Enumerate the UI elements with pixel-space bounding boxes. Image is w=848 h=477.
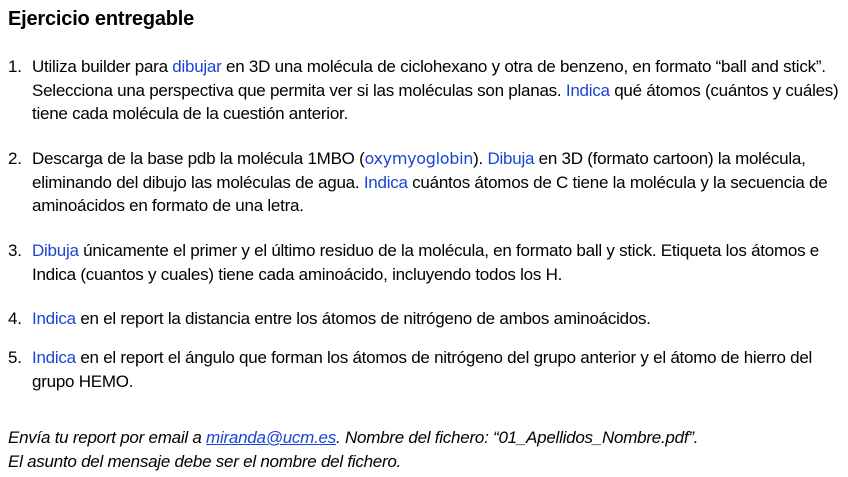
footer-text: . Nombre del fichero: “01_Apellidos_Nombre.pdf”. — [336, 428, 699, 447]
task-text — [32, 55, 844, 126]
task-number: 3. — [8, 241, 22, 260]
task-keyword: Dibuja — [487, 149, 535, 168]
document-title: Ejercicio entregable — [8, 8, 195, 30]
footer-line-1 — [8, 426, 844, 450]
task-item-4 — [8, 307, 844, 331]
task-keyword: Dibuja — [32, 241, 79, 260]
task-keyword: Indica — [32, 309, 76, 328]
task-segment: en el report la distancia entre los átomos de nitrógeno de ambos aminoácidos. — [75, 309, 651, 328]
task-segment: en 3D una molécula de ciclohexano y otra de benzeno, en formato “ball and stick”. Selecciona una perspectiva que permita ver si las moléculas son planas. — [32, 57, 826, 100]
task-text — [32, 346, 844, 393]
task-item-5 — [8, 346, 844, 393]
task-keyword: Indica — [32, 348, 76, 367]
task-item-1 — [8, 55, 844, 126]
task-number: 5. — [8, 348, 22, 367]
task-text — [32, 307, 844, 331]
task-segment: en el report el ángulo que forman los átomos de nitrógeno del grupo anterior y el átomo de hierro del grupo HEMO. — [32, 348, 813, 391]
email-link[interactable]: miranda@ucm.es — [206, 428, 337, 447]
task-segment: ). — [473, 149, 488, 168]
task-segment: cuántos átomos de C tiene la molécula y la secuencia de aminoácidos en formato de una letra. — [32, 172, 828, 215]
task-segment: en 3D (formato cartoon) la molécula, eliminando del dibujo las moléculas de agua. — [32, 149, 806, 192]
task-keyword: Indica — [363, 172, 408, 192]
task-number: 4. — [8, 309, 22, 328]
task-keyword: dibujar — [172, 57, 222, 76]
task-segment: únicamente el primer y el último residuo de la molécula, en formato ball y stick. Etiqueta los átomos e Indica (cuantos y cuales) tiene cada aminoácido, incluyendo todos los H. — [32, 241, 820, 284]
task-segment: Descarga de la base pdb la molécula 1MBO ( — [32, 149, 365, 168]
task-number: 2. — [8, 149, 22, 168]
footer-line-2: El asunto del mensaje debe ser el nombre del fichero. — [8, 451, 402, 471]
footer-text: Envía tu report por email a — [8, 428, 207, 447]
task-segment: qué átomos (cuántos y cuáles) tiene cada molécula de la cuestión anterior. — [32, 80, 839, 123]
task-item-3 — [8, 239, 844, 286]
task-number: 1. — [8, 57, 22, 76]
task-text — [32, 147, 844, 218]
task-keyword: Indica — [565, 80, 610, 100]
task-item-2 — [8, 147, 844, 218]
task-segment: Utiliza builder para — [32, 57, 173, 76]
molecule-name: oxymyoglobin — [364, 149, 474, 168]
submission-instructions — [8, 426, 844, 473]
task-text — [32, 239, 844, 286]
